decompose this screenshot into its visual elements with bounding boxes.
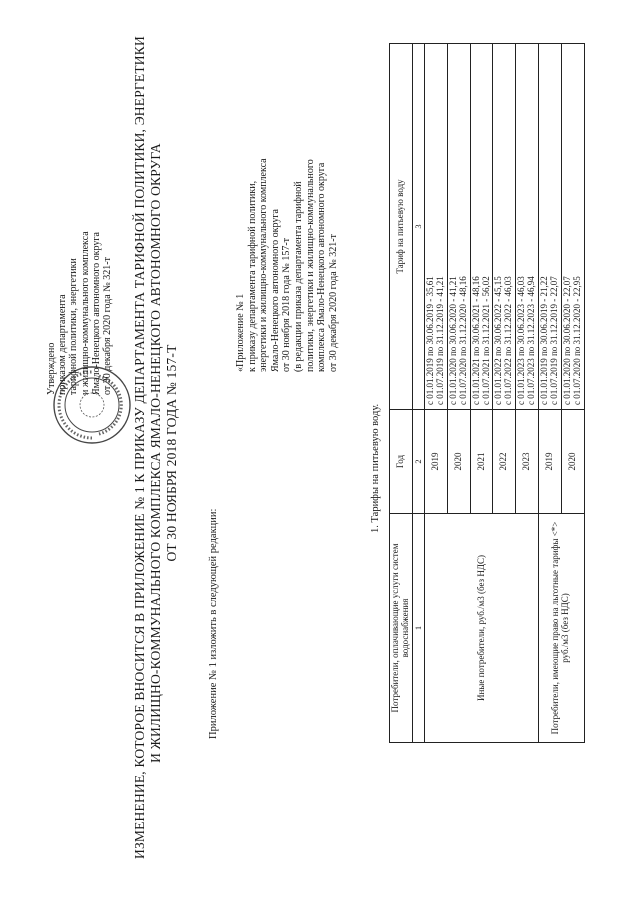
year-cell: 2019 [539,409,562,513]
column-number-row [412,43,424,742]
tariff-period: с 01.01.2020 по 30.06.2020 - 22,07 [561,275,572,405]
rotated-sheet [20,23,620,883]
appendix-line: от 30 декабря 2020 года № 321-т [327,233,339,372]
column-number: 1 [412,513,424,742]
year-cell: 2022 [493,409,516,513]
approval-line: приказом департамента [57,293,69,395]
appendix-line: от 30 ноября 2018 года № 157-т [281,237,293,372]
approval-line: тарифной политики, энергетики [68,257,80,395]
tariff-table [389,43,585,743]
intro-text: Приложение № 1 изложить в следующей редакции: [208,508,219,739]
appendix-line: «Приложение № 1 [235,293,246,372]
table-row [539,43,562,742]
appendix-line: комплекса Ямало-Ненецкого автономного округа [316,162,328,372]
tariff-period: с 01.01.2019 по 30.06.2019 - 35,61 [425,275,436,405]
tariff-period: с 01.01.2021 по 30.06.2021 - 48,16 [470,275,481,405]
approval-date-line: от 30 декабря 2020 года № 321-т [101,256,113,395]
tariff-period: с 01.01.2022 по 30.06.2022 - 45,15 [493,275,504,405]
tariff-period: с 01.01.2023 по 30.06.2023 - 46,03 [516,275,527,405]
table-row [425,43,448,742]
tariff-period: с 01.07.2022 по 31.12.2022 - 46,03 [503,275,514,405]
year-cell: 2023 [516,409,539,513]
tariff-period: с 01.07.2019 по 31.12.2019 - 41,21 [435,275,446,405]
tariff-period: с 01.07.2020 по 31.12.2020 - 48,16 [457,275,468,405]
title-line: ОТ 30 НОЯБРЯ 2018 ГОДА № 157-Т [163,343,179,562]
year-cell: 2020 [447,409,470,513]
tariff-period: с 01.01.2019 по 30.06.2019 - 21,22 [539,275,550,405]
header-consumer: Потребители, оплачивающие услуги систем водоснабжения [390,513,413,742]
document-title [132,35,180,859]
appendix-line: Ямало-Ненецкого автономного округа [269,208,281,372]
tariff-cell [425,43,448,409]
consumer-cell: Иные потребители, руб./м3 (без НДС) [425,513,539,742]
title-line: ИЗМЕНЕНИЕ, КОТОРОЕ ВНОСИТСЯ В ПРИЛОЖЕНИЕ № 1 К ПРИКАЗУ ДЕПАРТАМЕНТА ТАРИФНОЙ ПОЛИТИКИ, ЭНЕРГЕТИКИ [132,35,147,859]
tariff-period: с 01.01.2020 по 30.06.2020 - 41,21 [447,275,458,405]
appendix-line: (в редакции приказа департамента тарифной [292,180,304,372]
column-number: 3 [412,43,424,409]
section-title: 1. Тарифы на питьевую воду. [370,403,381,533]
approval-line: Утверждено [46,342,57,395]
tariff-cell [516,43,539,409]
tariff-period: с 01.07.2021 по 31.12.2021 - 56,02 [480,275,491,405]
header-year: Год [390,409,413,513]
appendix-line: к приказу департамента тарифной политики, [246,180,258,372]
tariff-cell [539,43,562,409]
tariff-period: с 01.07.2023 по 31.12.2023 - 46,94 [526,275,537,405]
tariff-cell [447,43,470,409]
tariff-cell [561,43,584,409]
header-tariff: Тариф на питьевую воду [390,43,413,409]
table-header-row [390,43,413,742]
year-cell: 2021 [470,409,493,513]
tariff-cell [493,43,516,409]
tariff-period: с 01.07.2019 по 31.12.2019 - 22,07 [548,275,559,405]
consumer-cell: Потребители, имеющие право на льготные тарифы <*> руб./м3 (без НДС) [539,513,585,742]
approval-line: и жилищно-коммунального комплекса [79,230,91,395]
year-cell: 2020 [561,409,584,513]
tariff-cell [470,43,493,409]
appendix-header [235,72,339,372]
approval-line: Ямало-Ненецкого автономного округа [90,231,102,395]
column-number: 2 [412,409,424,513]
approval-stamp [46,135,113,395]
tariff-period: с 01.07.2020 по 31.12.2020 - 22,95 [571,275,582,405]
title-line: И ЖИЛИЩНО-КОММУНАЛЬНОГО КОМПЛЕКСА ЯМАЛО-НЕНЕЦКОГО АВТОНОМНОГО ОКРУГА [147,142,163,763]
appendix-line: энергетики и жилищно-коммунального комплекса [258,157,270,372]
appendix-line: политики, энергетики и жилищно-коммунального [304,158,316,372]
year-cell: 2019 [425,409,448,513]
